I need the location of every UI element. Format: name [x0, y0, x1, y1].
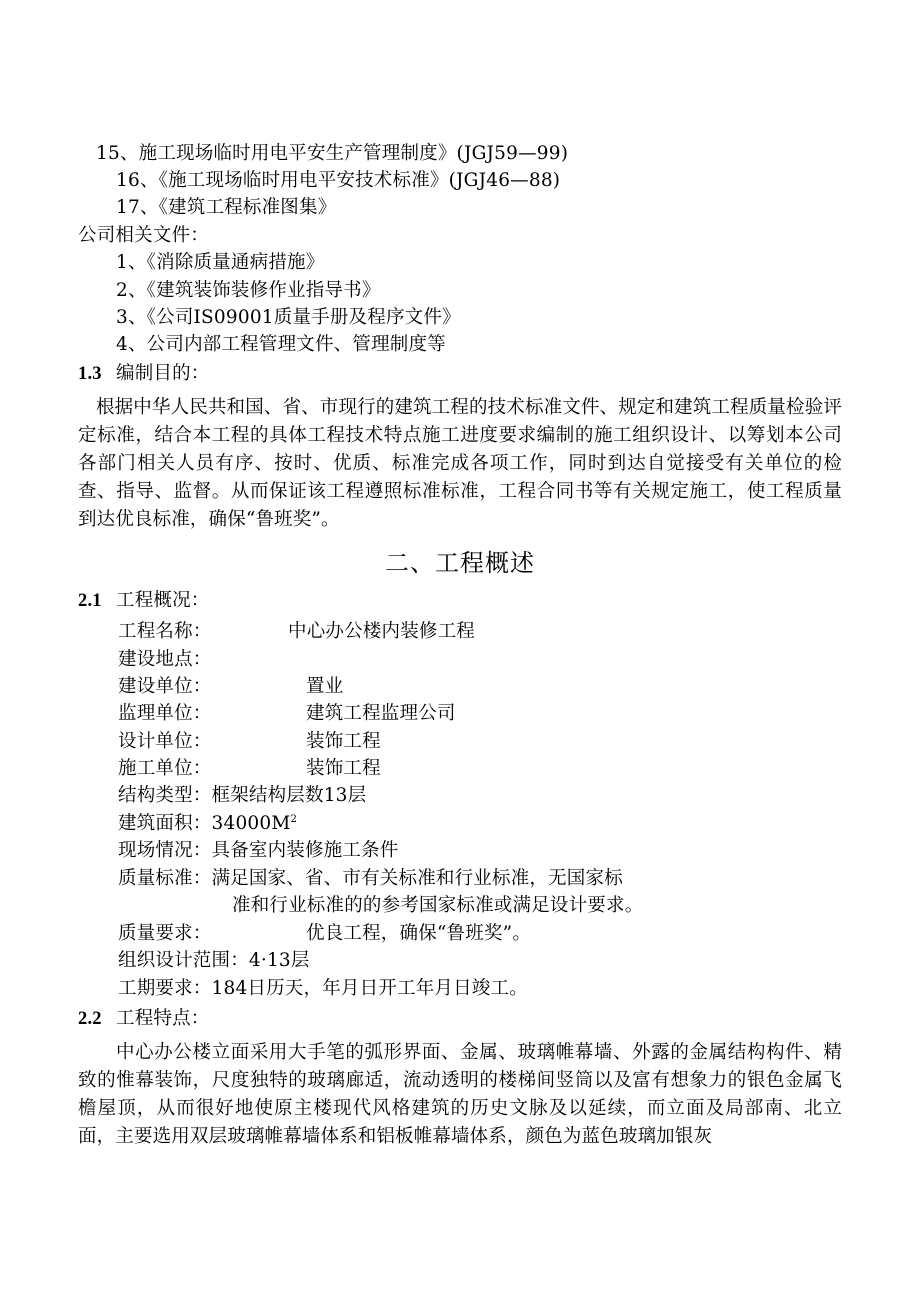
company-doc-item-1: 1、《消除质量通病措施》	[116, 252, 325, 273]
supervisor-row	[118, 701, 456, 727]
section-title: 编制目的：	[116, 363, 210, 384]
standard-item-17: 17、《建筑工程标准图集》	[116, 197, 337, 218]
designer-label: 设计单位：	[118, 731, 212, 752]
project-name-label: 工程名称：	[118, 621, 212, 642]
section-2-2-heading	[78, 1006, 210, 1032]
structure-row: 结构类型：框架结构层数13层	[118, 785, 367, 806]
owner-value: 置业	[306, 676, 344, 697]
project-name-row	[118, 619, 475, 645]
quality-standard-line-2: 准和行业标准的的参考国家标准或满足设计要求。	[232, 895, 644, 916]
owner-row	[118, 674, 343, 700]
supervisor-label: 监理单位：	[118, 703, 212, 724]
quality-standard-line-1: 质量标准：满足国家、省、市有关标准和行业标准，无国家标	[118, 868, 623, 889]
section-title: 工程概况：	[116, 590, 210, 611]
schedule-row: 工期要求：184日历天，年月日开工年月日竣工。	[118, 978, 528, 999]
area-row	[118, 811, 297, 837]
quality-requirement-row	[118, 921, 531, 947]
section-1-3-heading	[78, 361, 210, 387]
scope-row: 组织设计范围：4·13层	[118, 950, 310, 971]
contractor-value: 装饰工程	[306, 758, 381, 779]
section-2-1-heading	[78, 588, 210, 614]
section-number: 2.1	[78, 591, 102, 611]
section-number: 1.3	[78, 364, 102, 384]
location-row	[118, 647, 212, 673]
quality-requirement-value: 优良工程，确保“鲁班奖”。	[306, 923, 532, 944]
company-doc-item-4: 4、公司内部工程管理文件、管理制度等	[116, 334, 446, 355]
quality-requirement-label: 质量要求：	[118, 923, 212, 944]
section-1-3-paragraph: 根据中华人民共和国、省、市现行的建筑工程的技术标准文件、规定和建筑工程质量检验评定标准，结合本工程的具体工程技术特点施工进度要求编制的施工组织设计、以筹划本公司各部门相关人员有序、按时、优质、标准完成各项工作，同时到达自觉接受有关单位的检查、指导、监督。从而保证该工程遵照标准标准，工程合同书等有关规定施工，使工程质量到达优良标准，确保“鲁班奖”。	[78, 397, 843, 530]
area-superscript: 2	[290, 813, 298, 825]
company-doc-item-3: 3、《公司IS09001质量手册及程序文件》	[116, 307, 461, 328]
standard-item-16: 16、《施工现场临时用电平安技术标准》(JGJ46—88)	[116, 170, 561, 191]
project-name-value: 中心办公楼内装修工程	[288, 621, 476, 642]
owner-label: 建设单位：	[118, 676, 212, 697]
contractor-label: 施工单位：	[118, 758, 212, 779]
designer-row	[118, 729, 381, 755]
supervisor-value: 建筑工程监理公司	[306, 703, 456, 724]
section-title: 工程特点：	[116, 1008, 210, 1029]
contractor-row	[118, 756, 381, 782]
chapter-2-title: 二、工程概述	[385, 549, 535, 577]
section-number: 2.2	[78, 1009, 102, 1029]
company-docs-title: 公司相关文件：	[78, 225, 209, 246]
location-label: 建设地点：	[118, 649, 212, 670]
section-2-2-paragraph: 中心办公楼立面采用大手笔的弧形界面、金属、玻璃帷幕墙、外露的金属结构构件、精致的惟幕装饰，尺度独特的玻璃廊适，流动透明的楼梯间竖筒以及富有想象力的银色金属飞檐屋顶，从而很好地使原主楼现代风格建筑的历史文脉及以延续，而立面及局部南、北立面，主要选用双层玻璃帷幕墙体系和铝板帷幕墙体系，颜色为蓝色玻璃加银灰	[78, 1042, 842, 1147]
site-row: 现场情况：具备室内装修施工条件	[118, 840, 399, 861]
standard-item-15: 15、施工现场临时用电平安生产管理制度》(JGJ59—99)	[96, 143, 569, 164]
company-doc-item-2: 2、《建筑装饰装修作业指导书》	[116, 280, 381, 301]
designer-value: 装饰工程	[306, 731, 381, 752]
area-text: 建筑面积：34000M	[118, 813, 291, 834]
